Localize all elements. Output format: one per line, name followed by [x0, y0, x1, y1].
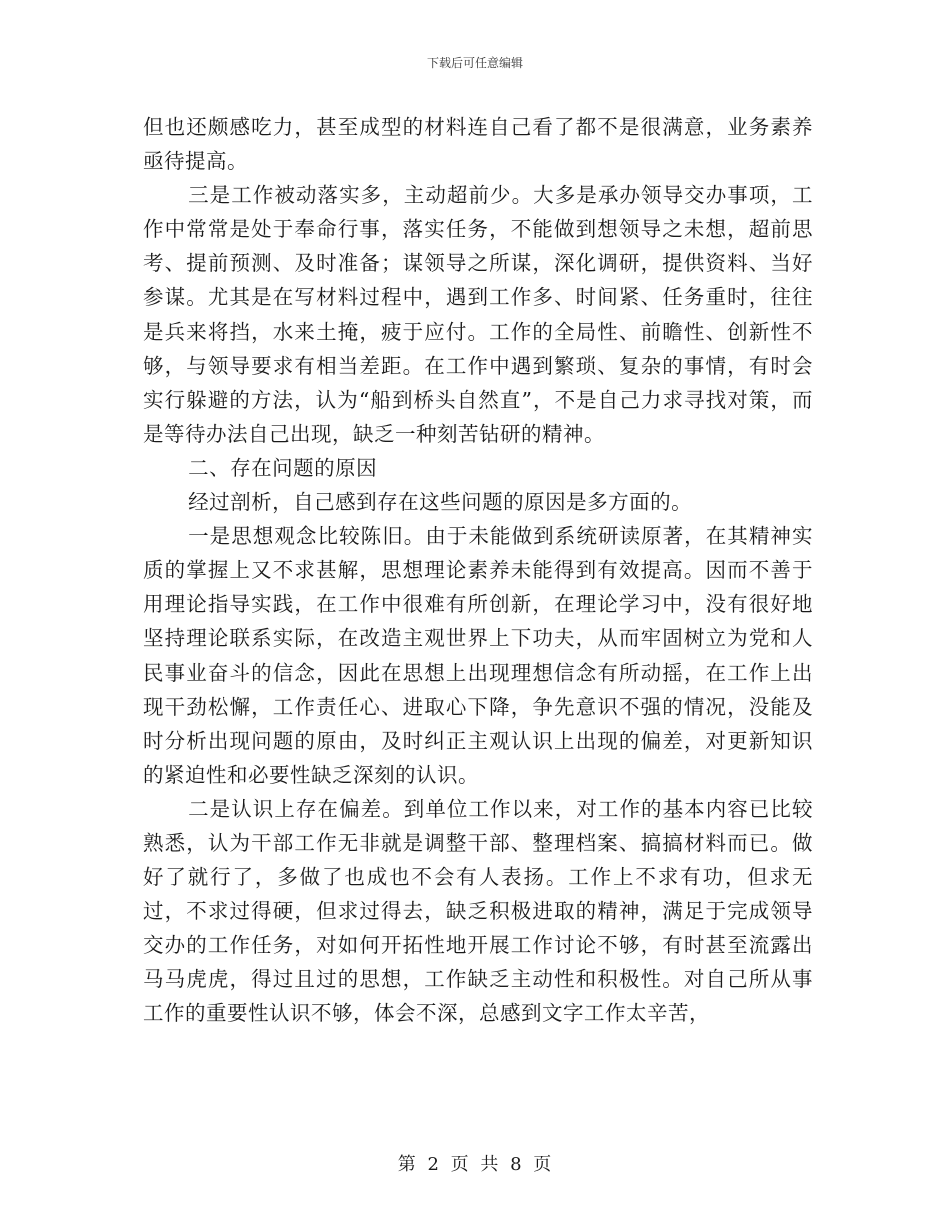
footer-prefix: 第	[397, 1154, 417, 1175]
section-heading: 二、存在问题的原因	[188, 455, 378, 480]
paragraph-4: 一是思想观念比较陈旧。由于未能做到系统研读原著，在其精神实质的掌握上又不求甚解，思想理论素养未能得到有效提高。因而不善于用理论指导实践，在工作中很难有所创新，在理论学习中，没有很好地坚持理论联系实际，在改造主观世界上下功夫，从而牢固树立为党和人民事业奋斗的信念，因此在思想上出现理想信念有所动摇，在工作上出现干劲松懈，工作责任心、进取心下降，争先意识不强的情况，没能及时分析出现问题的原由，及时纠正主观认识上出现的偏差，对更新知识的紧迫性和必要性缺乏深刻的认识。	[143, 524, 813, 787]
page-total: 8	[510, 1154, 523, 1175]
footer-page-word: 页	[450, 1154, 470, 1175]
footer-suffix: 页	[533, 1154, 553, 1175]
body-text	[143, 110, 813, 1031]
paragraph-5: 二是认识上存在偏差。到单位工作以来，对工作的基本内容已比较熟悉，认为干部工作无非就是调整干部、整理档案、搞搞材料而已。做好了就行了，多做了也成也不会有人表扬。工作上不求有功，但求无过，不求过得硬，但求过得去，缺乏积极进取的精神，满足于完成领导交办的工作任务，对如何开拓性地开展工作讨论不够，有时甚至流露出马马虎虎，得过且过的思想，工作缺乏主动性和积极性。对自己所从事工作的重要性认识不够，体会不深，总感到文字工作太辛苦，	[143, 796, 813, 1026]
header-note: 下载后可任意编辑	[426, 56, 523, 70]
paragraph-2: 三是工作被动落实多，主动超前少。大多是承办领导交办事项，工作中常常是处于奉命行事，落实任务，不能做到想领导之未想，超前思考、提前预测、及时准备；谋领导之所谋，深化调研，提供资料、当好参谋。尤其是在写材料过程中，遇到工作多、时间紧、任务重时，往往是兵来将挡，水来土掩，疲于应付。工作的全局性、前瞻性、创新性不够，与领导要求有相当差距。在工作中遇到繁琐、复杂的事情，有时会实行躲避的方法，认为“船到桥头自然直”，不是自己力求寻找对策，而是等待办法自己出现，缺乏一种刻苦钻研的精神。	[143, 183, 813, 446]
paragraph-3: 经过剖析，自己感到存在这些问题的原因是多方面的。	[188, 490, 693, 515]
paragraph-1: 但也还颇感吃力，甚至成型的材料连自己看了都不是很满意，业务素养亟待提高。	[143, 115, 813, 174]
page-footer	[0, 1150, 950, 1176]
page-number: 2	[427, 1154, 440, 1175]
footer-total-word: 共	[480, 1154, 500, 1175]
